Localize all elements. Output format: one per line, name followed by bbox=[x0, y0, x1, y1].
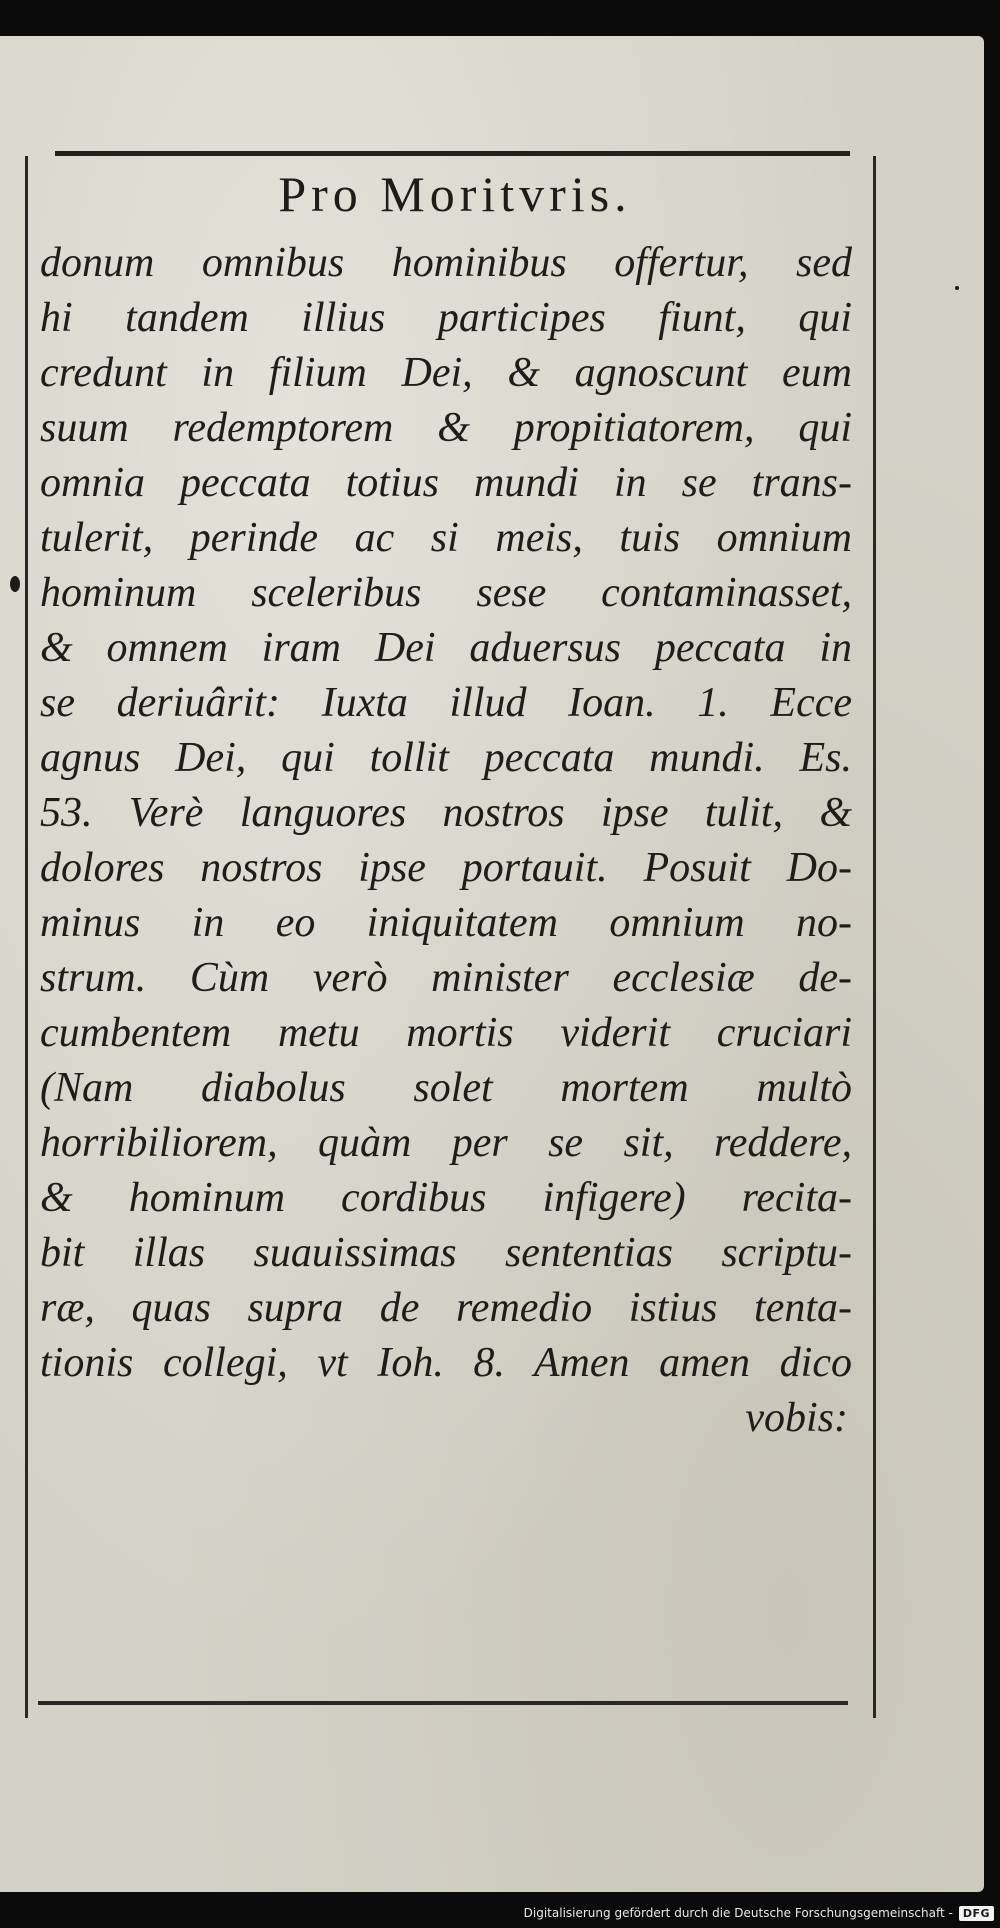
bottom-rule bbox=[38, 1701, 848, 1705]
text-line: cumbentem metu mortis viderit cruciari bbox=[40, 1010, 852, 1056]
text-line: & omnem iram Dei aduersus peccata in bbox=[40, 625, 852, 671]
catchword: vobis: bbox=[745, 1395, 848, 1441]
text-line: ræ, quas supra de remedio istius tenta- bbox=[40, 1285, 852, 1331]
text-line: suum redemptorem & propitiatorem, qui bbox=[40, 405, 852, 451]
digitization-footer bbox=[524, 1902, 994, 1924]
text-line: hi tandem illius participes fiunt, qui bbox=[40, 295, 852, 341]
dfg-logo: DFG bbox=[959, 1906, 994, 1921]
text-line: agnus Dei, qui tollit peccata mundi. Es. bbox=[40, 735, 852, 781]
text-line: tulerit, perinde ac si meis, tuis omnium bbox=[40, 515, 852, 561]
funding-credit: Digitalisierung gefördert durch die Deutsche Forschungsgemeinschaft - bbox=[523, 1906, 953, 1920]
text-line: bit illas suauissimas sententias scriptu- bbox=[40, 1230, 852, 1276]
book-page bbox=[0, 36, 984, 1892]
text-line: dolores nostros ipse portauit. Posuit Do- bbox=[40, 845, 852, 891]
text-line: minus in eo iniquitatem omnium no- bbox=[40, 900, 852, 946]
text-line: donum omnibus hominibus offertur, sed bbox=[40, 240, 852, 286]
text-line: strum. Cùm verò minister ecclesiæ de- bbox=[40, 955, 852, 1001]
text-line: (Nam diabolus solet mortem multò bbox=[40, 1065, 852, 1111]
ink-speck bbox=[10, 576, 20, 592]
text-line: hominum sceleribus sese contaminasset, bbox=[40, 570, 852, 616]
text-line: 53. Verè languores nostros ipse tulit, & bbox=[40, 790, 852, 836]
text-line: se deriuârit: Iuxta illud Ioan. 1. Ecce bbox=[40, 680, 852, 726]
ink-speck bbox=[955, 286, 959, 290]
text-line: omnia peccata totius mundi in se trans- bbox=[40, 460, 852, 506]
text-line: horribiliorem, quàm per se sit, reddere, bbox=[40, 1120, 852, 1166]
text-line: tionis collegi, vt Ioh. 8. Amen amen dico bbox=[40, 1340, 852, 1386]
text-line: & hominum cordibus infigere) recita- bbox=[40, 1175, 852, 1221]
body-text bbox=[40, 236, 852, 1446]
text-line: credunt in filium Dei, & agnoscunt eum bbox=[40, 350, 852, 396]
running-head: Pro Moritvris. bbox=[278, 166, 632, 222]
